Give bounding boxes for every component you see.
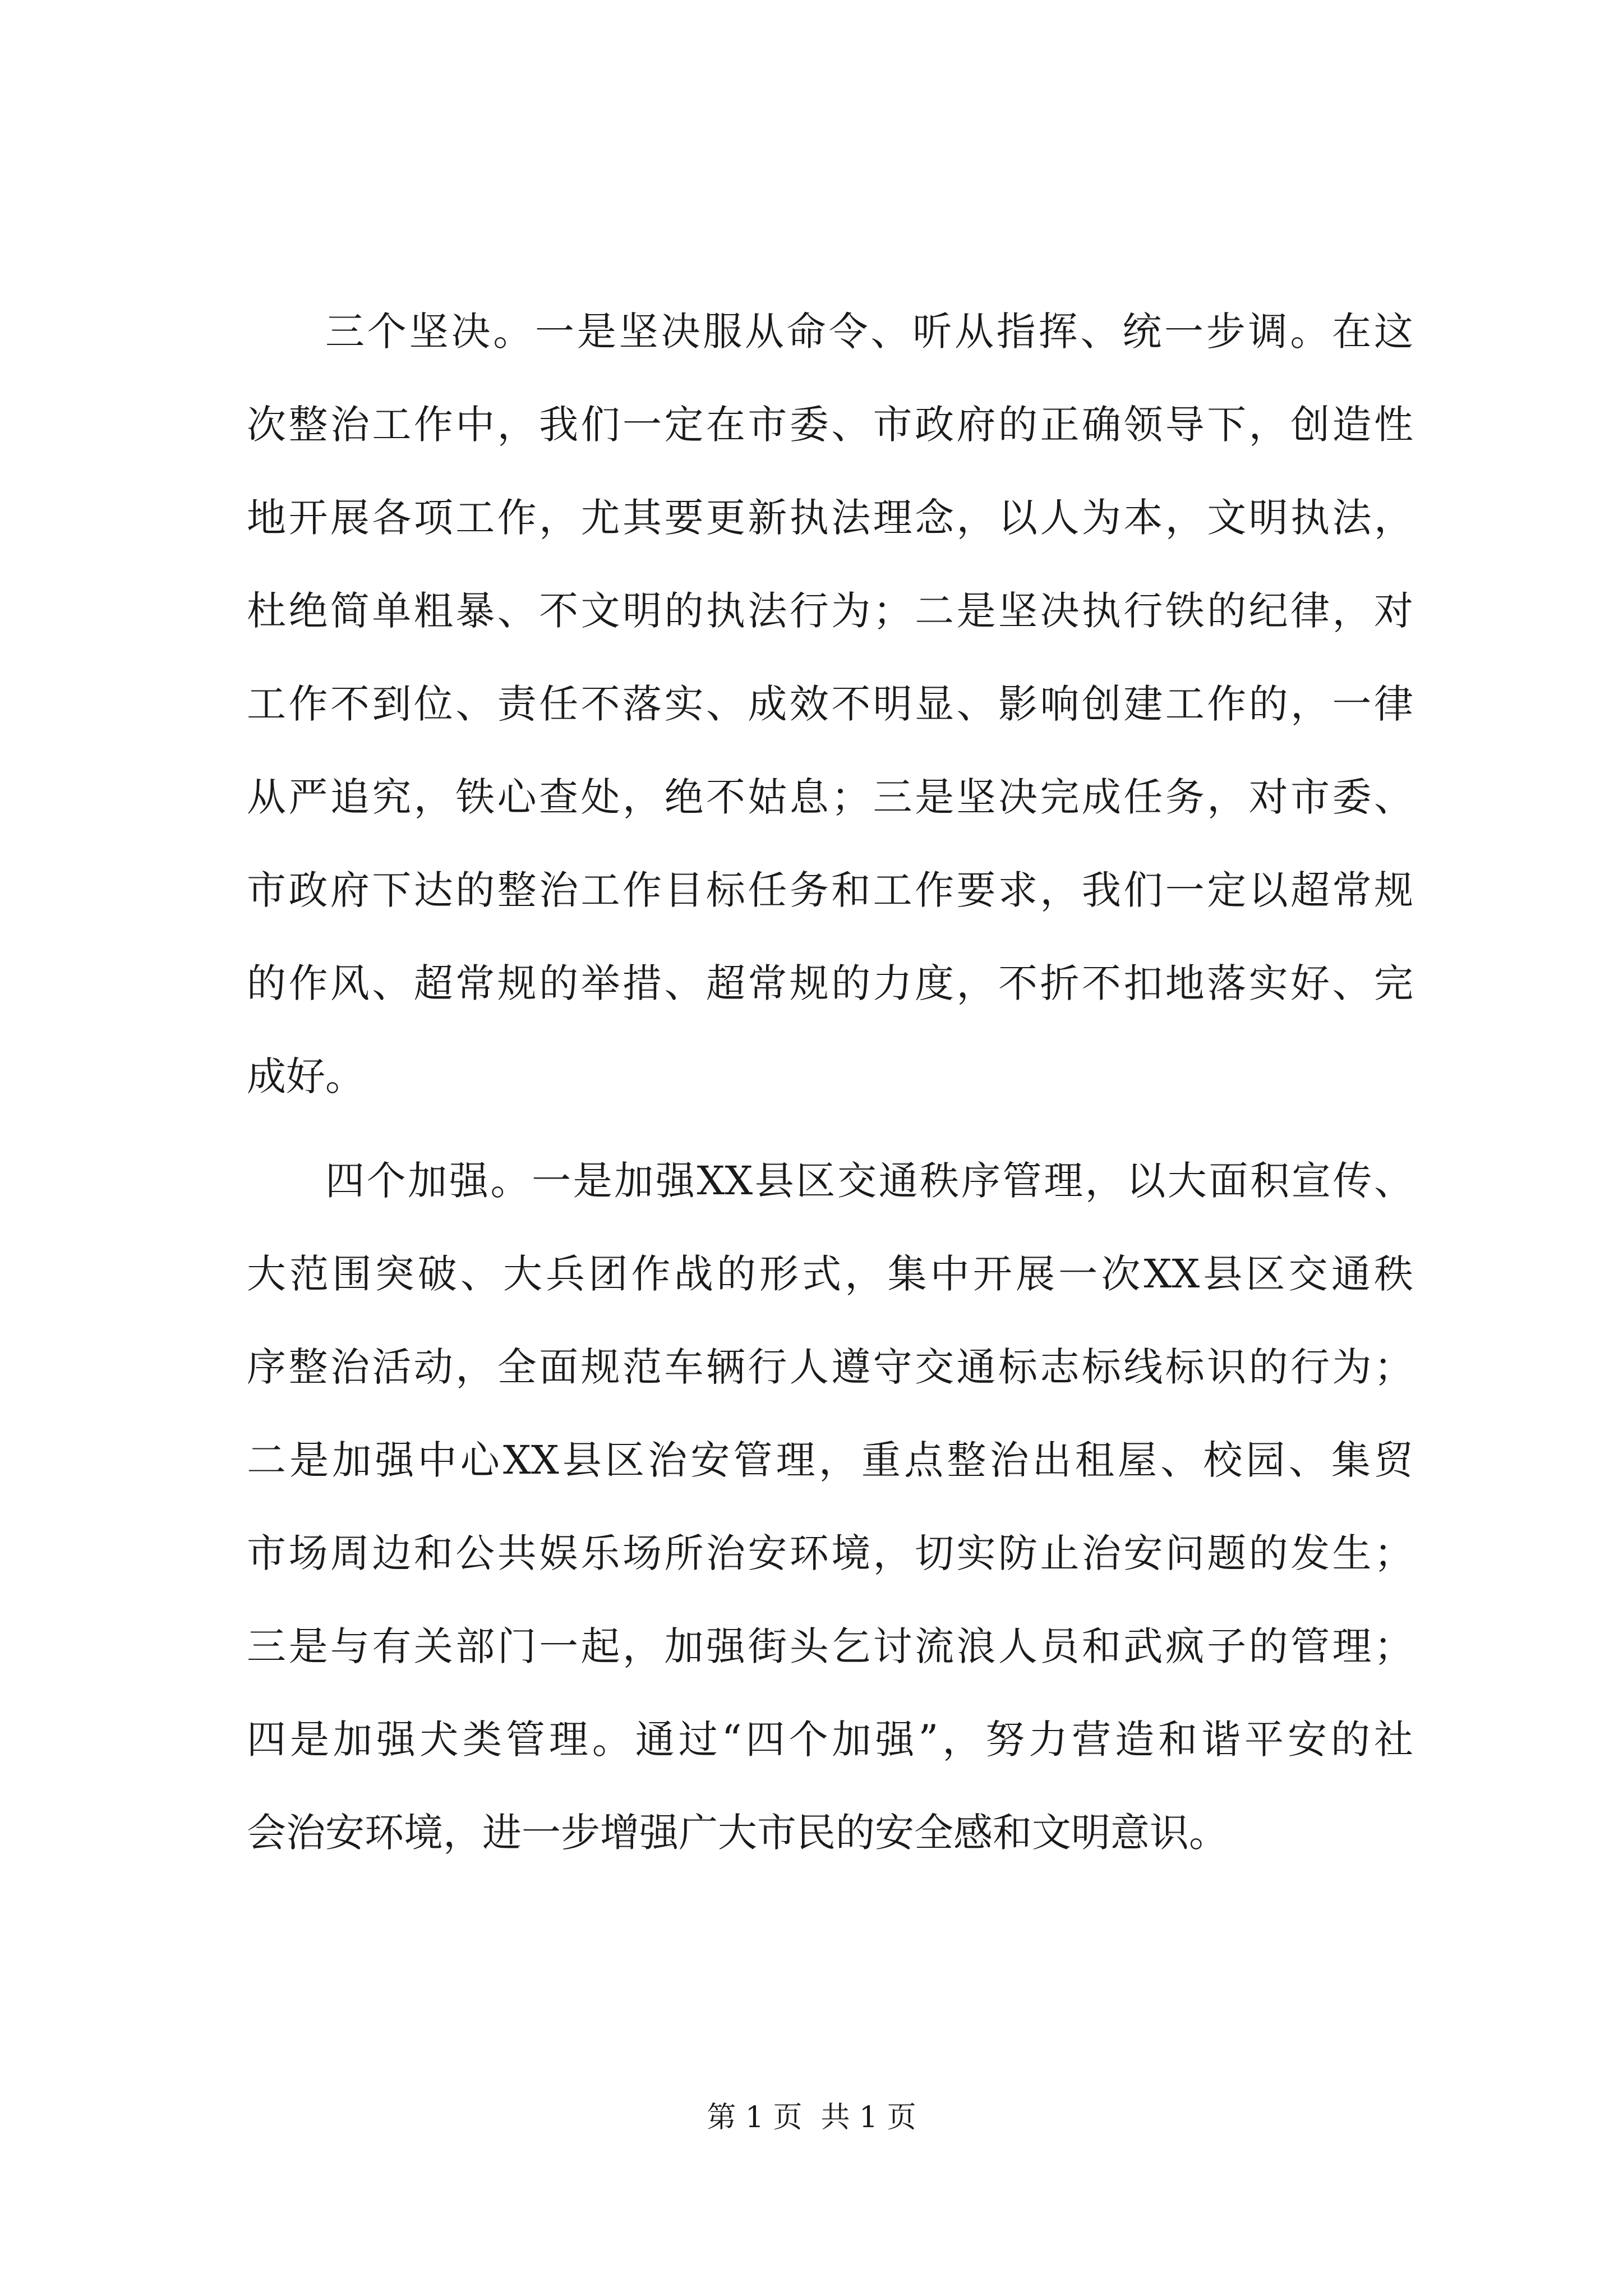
text-line: 次整治工作中，我们一定在市委、市政府的正确领导下，创造性: [247, 402, 1413, 448]
text-line: 工作不到位、责任不落实、成效不明显、影响创建工作的，一律: [247, 681, 1413, 727]
text-line: 市场周边和公共娱乐场所治安环境，切实防止治安问题的发生；: [247, 1530, 1413, 1576]
text-line: 四个加强。一是加强XX县区交通秩序管理，以大面积宣传、: [325, 1158, 1413, 1204]
text-line: 四是加强犬类管理。通过“四个加强”，努力营造和谐平安的社: [247, 1717, 1413, 1763]
paragraph-four-strengthens: [247, 1134, 1413, 1879]
text-line: 的作风、超常规的举措、超常规的力度，不折不扣地落实好、完: [247, 960, 1413, 1006]
text-line: 三个坚决。一是坚决服从命令、听从指挥、统一步调。在这: [325, 309, 1413, 355]
text-line: 二是加强中心XX县区治安管理，重点整治出租屋、校园、集贸: [247, 1437, 1413, 1483]
text-line: 从严追究，铁心查处，绝不姑息；三是坚决完成任务，对市委、: [247, 774, 1413, 820]
text-line: 地开展各项工作，尤其要更新执法理念，以人为本，文明执法，: [247, 495, 1413, 541]
paragraph-spacer: [247, 1123, 1413, 1134]
document-body: [247, 285, 1413, 1879]
text-line: 序整治活动，全面规范车辆行人遵守交通标志标线标识的行为；: [247, 1344, 1413, 1390]
page-number-label: 第 1 页 共 1 页: [707, 2101, 916, 2134]
text-line: 三是与有关部门一起，加强街头乞讨流浪人员和武疯子的管理；: [247, 1623, 1413, 1669]
text-line: 大范围突破、大兵团作战的形式，集中开展一次XX县区交通秩: [247, 1251, 1413, 1297]
paragraph-three-resolves: [247, 285, 1413, 1123]
text-line: 会治安环境，进一步增强广大市民的安全感和文明意识。: [247, 1810, 1228, 1856]
text-line: 市政府下达的整治工作目标任务和工作要求，我们一定以超常规: [247, 867, 1413, 913]
text-line: 杜绝简单粗暴、不文明的执法行为；二是坚决执行铁的纪律，对: [247, 588, 1413, 634]
page-footer: [0, 2098, 1623, 2137]
text-line: 成好。: [247, 1053, 365, 1099]
